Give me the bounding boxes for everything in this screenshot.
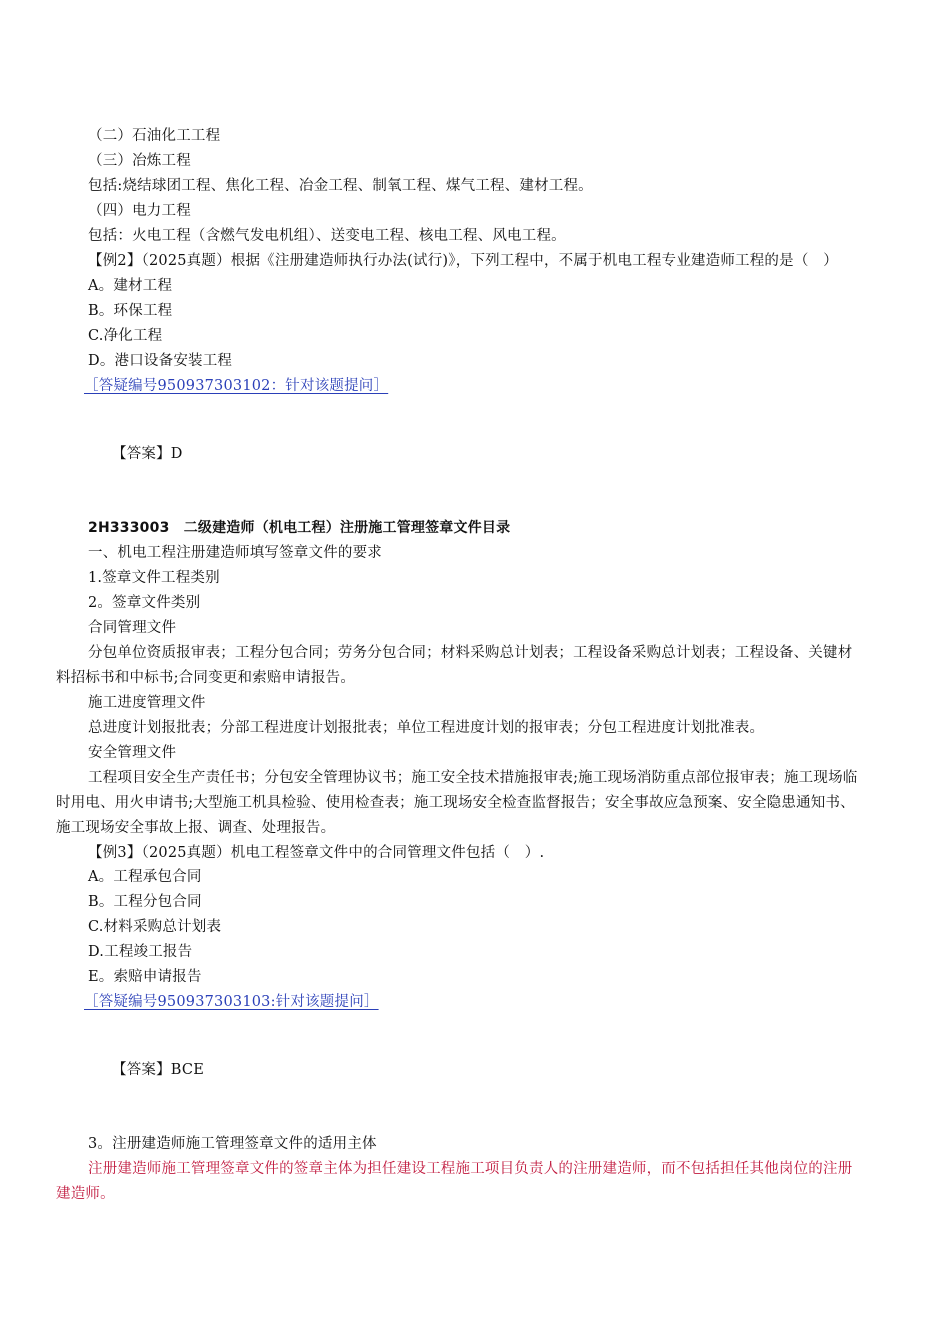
- item-smelting: （三）冶炼工程: [88, 153, 191, 169]
- progress-title: 施工进度管理文件: [88, 695, 206, 711]
- example2-option-a: A。建材工程: [88, 278, 173, 294]
- point-3: 3。注册建造师施工管理签章文件的适用主体: [88, 1136, 377, 1152]
- safety-title: 安全管理文件: [88, 745, 177, 761]
- example2-qa-link[interactable]: ［答疑编号950937303102：针对该题提问］: [84, 378, 389, 394]
- highlight-text-1: 注册建造师施工管理签章文件的签章主体为担任建设工程施工项目负责人的注册建造师，而不包括担任其他岗位的注册: [88, 1161, 853, 1177]
- section-heading: 2H333003 二级建造师（机电工程）注册施工管理签章文件目录: [88, 520, 511, 536]
- example3-option-a: A。工程承包合同: [88, 869, 202, 885]
- item-smelting-detail: 包括:烧结球团工程、焦化工程、冶金工程、制氧工程、煤气工程、建材工程。: [88, 178, 593, 194]
- highlight-text-2: 建造师。: [56, 1186, 115, 1202]
- example3-option-c: C.材料采购总计划表: [88, 919, 222, 935]
- example2-option-d: D。港口设备安装工程: [88, 353, 233, 369]
- item-petrochemical: （二）石油化工工程: [88, 128, 221, 144]
- section-sub1: 一、机电工程注册建造师填写签章文件的要求: [88, 545, 382, 561]
- example2-option-c: C.净化工程: [88, 328, 163, 344]
- item-power-detail: 包括：火电工程（含燃气发电机组）、送变电工程、核电工程、风电工程。: [88, 228, 566, 244]
- contract-title: 合同管理文件: [88, 620, 177, 636]
- example2-option-b: B。环保工程: [88, 303, 173, 319]
- safety-text-2: 时用电、用火申请书;大型施工机具检验、使用检查表；施工现场安全检查监督报告；安全事故应急预案、安全隐患通知书、: [56, 795, 855, 811]
- example3-option-d: D.工程竣工报告: [88, 944, 193, 960]
- point-1: 1.签章文件工程类别: [88, 570, 220, 586]
- example3-answer: 【答案】BCE: [112, 1062, 205, 1078]
- safety-text-1: 工程项目安全生产责任书；分包安全管理协议书；施工安全技术措施报审表;施工现场消防重点部位报审表；施工现场临: [88, 770, 858, 786]
- example3-option-b: B。工程分包合同: [88, 894, 202, 910]
- contract-text-1: 分包单位资质报审表；工程分包合同；劳务分包合同；材料采购总计划表；工程设备采购总计划表；工程设备、关键材: [88, 645, 853, 661]
- example3-qa-link[interactable]: ［答疑编号950937303103:针对该题提问］: [84, 994, 379, 1010]
- safety-text-3: 施工现场安全事故上报、调查、处理报告。: [56, 820, 336, 836]
- point-2: 2。签章文件类别: [88, 595, 201, 611]
- contract-text-2: 料招标书和中标书;合同变更和索赔申请报告。: [56, 670, 356, 686]
- example2-answer: 【答案】D: [112, 446, 183, 462]
- example3-question: 【例3】（2025真题）机电工程签章文件中的合同管理文件包括（ ）.: [88, 845, 545, 861]
- example3-option-e: E。索赔申请报告: [88, 969, 202, 985]
- progress-text: 总进度计划报批表；分部工程进度计划报批表；单位工程进度计划的报审表；分包工程进度计划批准表。: [88, 720, 765, 736]
- item-power: （四）电力工程: [88, 203, 191, 219]
- example2-question: 【例2】（2025真题）根据《注册建造师执行办法(试行)》，下列工程中，不属于机电工程专业建造师工程的是（ ）: [88, 253, 838, 269]
